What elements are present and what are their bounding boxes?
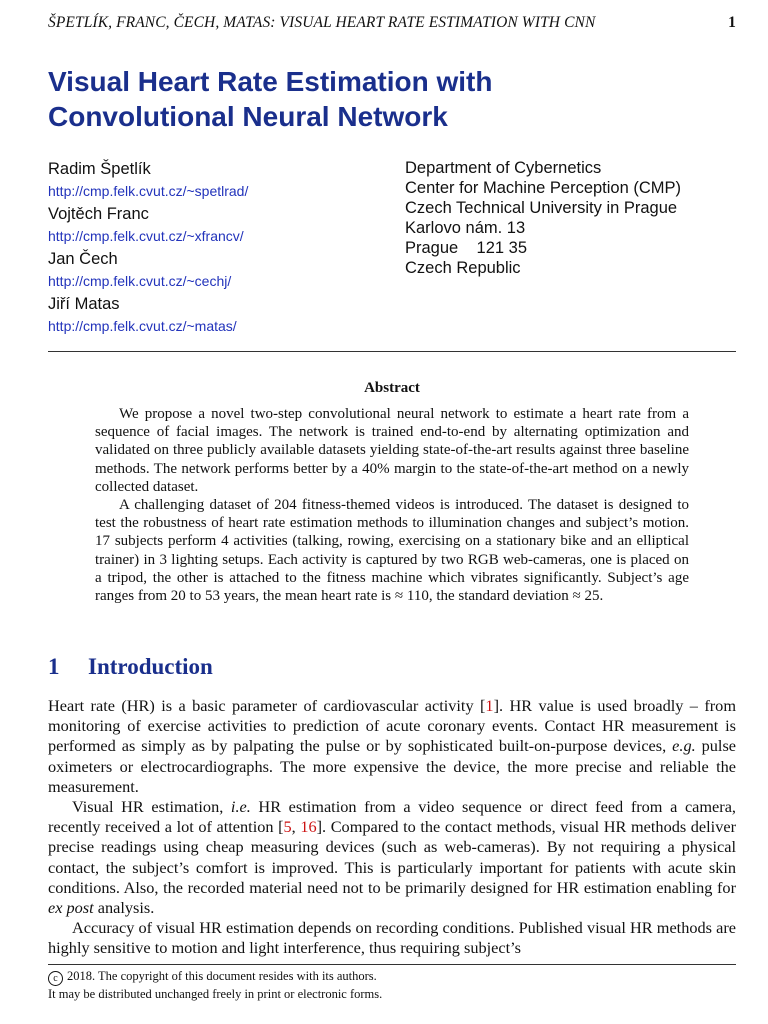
footnote-divider xyxy=(48,964,736,965)
author-name: Jiří Matas xyxy=(48,295,120,313)
author-homepage-link[interactable]: http://cmp.felk.cvut.cz/~cechj/ xyxy=(48,273,232,289)
author-list xyxy=(48,158,388,338)
text-run: analysis. xyxy=(93,898,155,918)
footnote-text: 2018. The copyright of this document resides with its authors. xyxy=(67,969,377,983)
running-head-title: ŠPETLÍK, FRANC, ČECH, MATAS: VISUAL HEART RATE ESTIMATION WITH CNN xyxy=(48,14,596,31)
text-run-italic: ex post xyxy=(48,898,94,918)
text-run-italic: i.e. xyxy=(230,797,251,817)
abstract-paragraph: We propose a novel two-step convolutional neural network to estimate a heart rate from a sequence of facial images. The network is trained end-to-end by alternating optimization and validated on three publicly available datasets yielding state-of-the-art results against three baseline methods. The network performs better by a 40% margin to the state-of-the-art method on a newly collected dataset. xyxy=(95,406,689,495)
footnote-line: It may be distributed unchanged freely in print or electronic forms. xyxy=(48,987,383,1001)
citation-link[interactable]: 16 xyxy=(300,817,317,837)
affiliation-block xyxy=(405,158,735,278)
paper-title-line-1: Visual Heart Rate Estimation with xyxy=(48,66,493,97)
text-run: HR estimation from a video sequence or direct feed from a camera, recently received a lot of attention [ xyxy=(48,797,736,837)
affiliation-line: Center for Machine Perception (CMP) xyxy=(405,179,682,197)
copyright-icon: c xyxy=(48,971,63,986)
author-homepage-link[interactable]: http://cmp.felk.cvut.cz/~xfrancv/ xyxy=(48,228,244,244)
page-number: 1 xyxy=(728,14,736,31)
paper-title xyxy=(48,64,688,134)
text-run: pulse oximeters or electrocardiographs. The more expensive the device, the more precise and reliable the measurement. xyxy=(48,736,737,796)
body-paragraph xyxy=(48,797,736,918)
abstract-heading: Abstract xyxy=(364,380,420,396)
introduction-body xyxy=(48,696,736,959)
author-name: Radim Špetlík xyxy=(48,160,151,178)
affiliation-line: Department of Cybernetics xyxy=(405,159,602,177)
running-head xyxy=(48,14,736,38)
text-run: Heart rate (HR) is a basic parameter of cardiovascular activity [ xyxy=(48,696,486,715)
body-paragraph xyxy=(48,696,736,797)
author-homepage-link[interactable]: http://cmp.felk.cvut.cz/~spetlrad/ xyxy=(48,183,249,199)
text-run: , xyxy=(291,817,301,837)
body-paragraph: Accuracy of visual HR estimation depends on recording conditions. Published visual HR methods are highly sensitive to motion and light interference, thus requiring subject’s xyxy=(48,918,736,958)
text-run: ]. Compared to the contact methods, visual HR methods deliver precise readings using cheap measuring devices (such as web-cameras). By not requiring a physical contact, the subject’s comfort is improved. This is particularly important for patients with acute skin conditions. Also, the recorded material need not to be primarily designed for HR estimation enabling for xyxy=(48,817,736,897)
author-entry xyxy=(48,158,388,202)
author-entry xyxy=(48,248,388,292)
citation-link[interactable]: 5 xyxy=(283,817,292,837)
text-run: Visual HR estimation, xyxy=(72,797,231,817)
author-name: Vojtěch Franc xyxy=(48,205,149,223)
section-number: 1 xyxy=(48,654,60,679)
paper-title-line-2: Convolutional Neural Network xyxy=(48,101,448,132)
affiliation-line: Karlovo nám. 13 xyxy=(405,219,526,237)
author-name: Jan Čech xyxy=(48,250,118,268)
abstract-body xyxy=(95,405,689,605)
text-run-italic: e.g. xyxy=(672,736,696,756)
header-divider xyxy=(48,351,736,352)
section-heading xyxy=(48,654,736,680)
section-title: Introduction xyxy=(88,654,213,679)
author-entry xyxy=(48,293,388,337)
abstract-paragraph: A challenging dataset of 204 fitness-themed videos is introduced. The dataset is designed to test the robustness of heart rate estimation methods to illumination changes and subject’s motion. 17 subjects perform 4 activities (talking, rowing, exercising on a stationary bike and an elliptical trainer) in 3 lighting setups. Each activity is captured by two RGB web-cameras, one is placed on a tripod, the other is attached to the fitness machine which vibrates significantly. Subject’s age ranges from 20 to 53 years, the mean heart rate is ≈ 110, the standard deviation ≈ 25. xyxy=(95,497,689,605)
affiliation-line: Prague 121 35 xyxy=(405,239,528,257)
author-homepage-link[interactable]: http://cmp.felk.cvut.cz/~matas/ xyxy=(48,318,237,334)
affiliation-line: Czech Technical University in Prague xyxy=(405,199,678,217)
affiliation-line: Czech Republic xyxy=(405,259,521,277)
text-run: ]. HR value is used broadly – from monitoring of exercise activities to prediction of acute coronary events. Contact HR measurement is performed as simply as by palpating the pulse or by sophisticated built-on-purpose devices, xyxy=(48,696,736,756)
citation-link[interactable]: 1 xyxy=(485,696,494,715)
footnote-line xyxy=(48,968,736,986)
author-entry xyxy=(48,203,388,247)
paper-page xyxy=(48,0,736,1024)
copyright-footnote xyxy=(48,968,736,1003)
